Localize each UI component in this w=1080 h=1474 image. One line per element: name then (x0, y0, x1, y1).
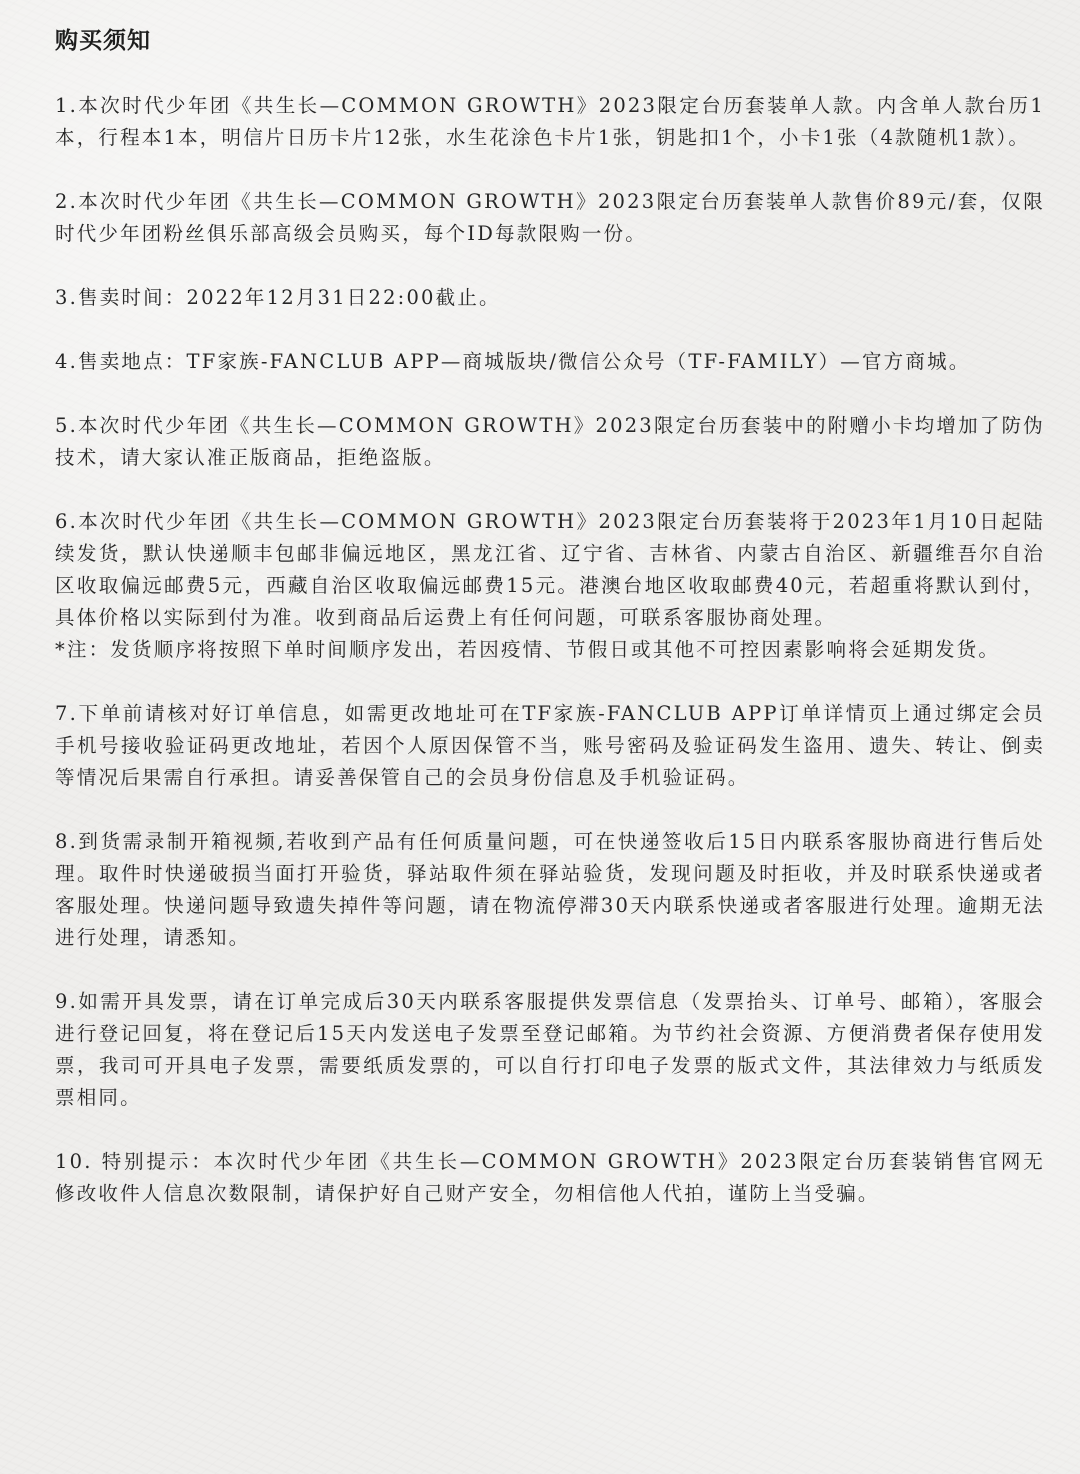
notice-text: 7.下单前请核对好订单信息，如需更改地址可在TF家族-FANCLUB APP订单详情页上通过绑定会员手机号接收验证码更改地址，若因个人原因保管不当，账号密码及验证码发生盗用、遗失、转让、倒卖等情况后果需自行承担。请妥善保管自己的会员身份信息及手机验证码。 (55, 702, 1045, 789)
notice-text: 10. 特别提示：本次时代少年团《共生长—COMMON GROWTH》2023限定台历套装销售官网无修改收件人信息次数限制，请保护好自己财产安全，勿相信他人代拍，谨防上当受骗。 (55, 1150, 1045, 1205)
notice-text: 5.本次时代少年团《共生长—COMMON GROWTH》2023限定台历套装中的附赠小卡均增加了防伪技术，请大家认准正版商品，拒绝盗版。 (55, 414, 1045, 469)
notice-text: 1.本次时代少年团《共生长—COMMON GROWTH》2023限定台历套装单人款。内含单人款台历1本，行程本1本，明信片日历卡片12张，水生花涂色卡片1张，钥匙扣1个，小卡1张（4款随机1款）。 (55, 94, 1045, 149)
notice-item-10 (55, 1146, 1045, 1210)
notice-item-6 (55, 506, 1045, 666)
notice-item-9 (55, 986, 1045, 1114)
notice-item-7 (55, 698, 1045, 794)
notice-text: 2.本次时代少年团《共生长—COMMON GROWTH》2023限定台历套装单人款售价89元/套，仅限时代少年团粉丝俱乐部高级会员购买，每个ID每款限购一份。 (55, 190, 1045, 245)
notice-item-2 (55, 186, 1045, 250)
notice-item-4 (55, 346, 1045, 378)
notice-item-1 (55, 90, 1045, 154)
notice-item-8 (55, 826, 1045, 954)
notice-footnote: *注：发货顺序将按照下单时间顺序发出，若因疫情、节假日或其他不可控因素影响将会延期发货。 (55, 638, 1001, 661)
notice-text: 6.本次时代少年团《共生长—COMMON GROWTH》2023限定台历套装将于2023年1月10日起陆续发货，默认快递顺丰包邮非偏远地区，黑龙江省、辽宁省、吉林省、内蒙古自治区、新疆维吾尔自治区收取偏远邮费5元，西藏自治区收取偏远邮费15元。港澳台地区收取邮费40元，若超重将默认到付，具体价格以实际到付为准。收到商品后运费上有任何问题，可联系客服协商处理。 (55, 510, 1045, 629)
notice-text: 4.售卖地点：TF家族-FANCLUB APP—商城版块/微信公众号（TF-FAMILY）—官方商城。 (55, 350, 971, 373)
notice-item-3 (55, 282, 1045, 314)
notice-list (55, 90, 1045, 1242)
page-title: 购买须知 (55, 27, 151, 54)
notice-item-5 (55, 410, 1045, 474)
notice-text: 9.如需开具发票，请在订单完成后30天内联系客服提供发票信息（发票抬头、订单号、邮箱），客服会进行登记回复，将在登记后15天内发送电子发票至登记邮箱。为节约社会资源、方便消费者保存使用发票，我司可开具电子发票，需要纸质发票的，可以自行打印电子发票的版式文件，其法律效力与纸质发票相同。 (55, 990, 1045, 1109)
notice-text: 3.售卖时间：2022年12月31日22:00截止。 (55, 286, 501, 309)
notice-text: 8.到货需录制开箱视频,若收到产品有任何质量问题，可在快递签收后15日内联系客服协商进行售后处理。取件时快递破损当面打开验货，驿站取件须在驿站验货，发现问题及时拒收，并及时联系快递或者客服处理。快递问题导致遗失掉件等问题，请在物流停滞30天内联系快递或者客服进行处理。逾期无法进行处理，请悉知。 (55, 830, 1045, 949)
